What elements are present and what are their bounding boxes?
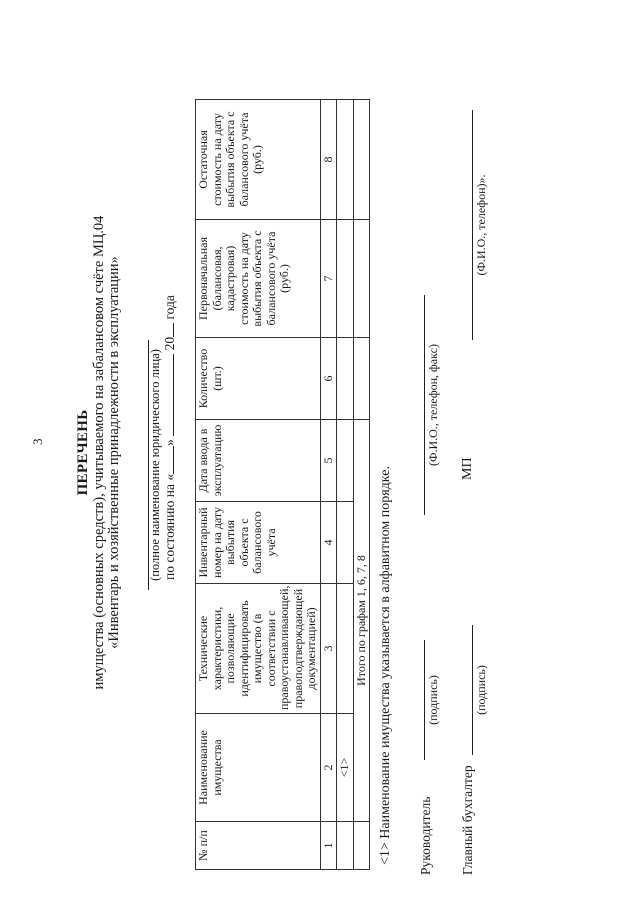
head-contact-line (424, 295, 425, 515)
column-number: 4 (320, 502, 337, 584)
year-blank (162, 323, 174, 337)
org-name-caption: (полное наименование юридического лица) (148, 349, 162, 581)
total-label: Итого по графам 1, 6, 7, 8 (353, 420, 370, 822)
header-cell: Дата ввода в эксплуатацию (196, 420, 321, 502)
month-blank (162, 354, 174, 436)
empty-cell (337, 822, 354, 870)
total-row (353, 100, 370, 870)
footnote-text: <1> Наименование имущества указывается в алфавитном порядке. (378, 466, 393, 865)
day-blank (162, 446, 174, 474)
footnote-marker: <1> (337, 714, 354, 822)
empty-cell (337, 584, 354, 714)
header-cell: Технические характеристики, позволяющие идентифицировать имущество (в соответствии с правоустанавливающей, правоподтверждающей документацией) (196, 584, 321, 714)
empty-cell (353, 822, 370, 870)
header-cell: Наименование имущества (196, 714, 321, 822)
head-signature-line (424, 640, 425, 760)
column-number: 2 (320, 714, 337, 822)
header-cell: Остаточная стоимость на дату выбытия объекта с балансового учёта (руб.) (196, 100, 321, 220)
table-header-row (196, 100, 321, 870)
document-subtitle-2: «Инвентарь и хозяйственные принадлежности в эксплуатации» (106, 256, 122, 649)
stamp-label: МП (460, 457, 475, 480)
accountant-role-label: Главный бухгалтер (460, 765, 475, 875)
empty-cell (337, 338, 354, 420)
header-cell: Инвентарный номер на дату выбытия объекта с балансового учёта (196, 502, 321, 584)
empty-cell (337, 420, 354, 502)
empty-cell (353, 220, 370, 338)
date-prefix: по состоянию на « (162, 473, 177, 580)
column-number: 3 (320, 584, 337, 714)
empty-cell (353, 338, 370, 420)
column-number: 1 (320, 822, 337, 870)
date-suffix: года (162, 295, 177, 320)
footnote-marker-row (337, 100, 354, 870)
assets-table (195, 99, 370, 870)
accountant-contact-line (472, 110, 473, 340)
empty-cell (337, 502, 354, 584)
accountant-signature-line (472, 625, 473, 755)
date-year-prefix: 20 (162, 336, 177, 351)
page-number: 3 (30, 438, 45, 445)
head-contact-caption: (Ф.И.О., телефон, факс) (426, 344, 440, 466)
accountant-contact-caption: (Ф.И.О., телефон)». (474, 174, 488, 276)
accountant-signature-caption: (подпись) (474, 665, 488, 715)
empty-cell (353, 100, 370, 220)
header-cell: № п/п (196, 822, 321, 870)
column-number: 8 (320, 100, 337, 220)
column-number: 5 (320, 420, 337, 502)
header-cell: Количество (шт.) (196, 338, 321, 420)
column-number: 7 (320, 220, 337, 338)
head-signature-caption: (подпись) (426, 675, 440, 725)
document-subtitle-1: имущества (основных средств), учитываемого на забалансовом счёте МЦ.04 (91, 215, 107, 690)
head-role-label: Руководитель (418, 796, 433, 875)
header-cell: Первоначальная (балансовая, кадастровая) стоимость на дату выбытия объекта с балансового учёта (руб.) (196, 220, 321, 338)
empty-cell (337, 220, 354, 338)
column-number-row (320, 100, 337, 870)
date-mid: » (162, 439, 177, 446)
column-number: 6 (320, 338, 337, 420)
empty-cell (337, 100, 354, 220)
document-title: ПЕРЕЧЕНЬ (75, 409, 91, 496)
as-of-date (162, 295, 178, 580)
